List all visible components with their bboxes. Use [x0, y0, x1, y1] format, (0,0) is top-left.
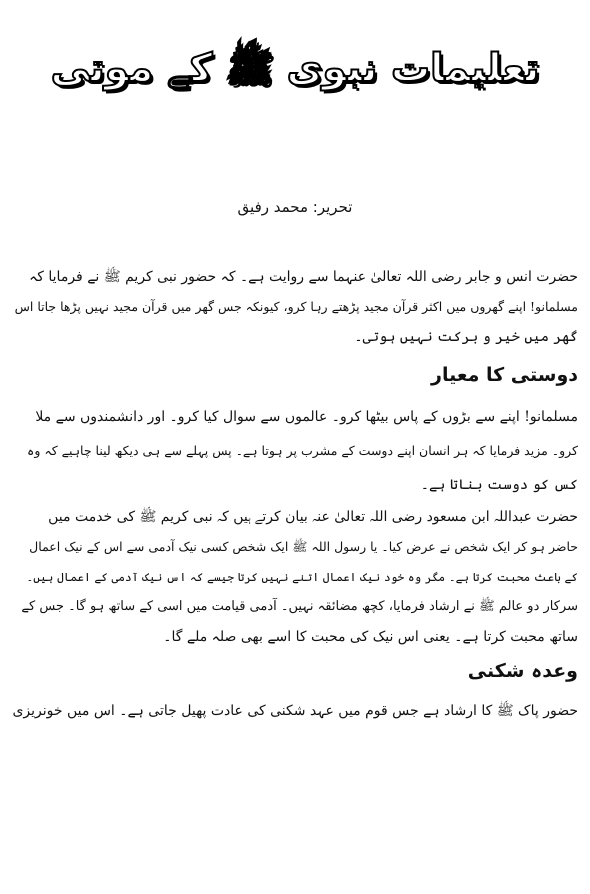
author-byline: تحریر: محمد رفیق: [237, 198, 353, 216]
text-line: مسلمانو! اپنے سے بڑوں کے پاس بیٹھا کرو۔ عالموں سے سوال کیا کرو۔ اور دانشمندوں سے ملا: [35, 409, 578, 425]
text-line: کرو۔ مزید فرمایا کہ ہر انسان اپنے دوست کے مشرب پر ہوتا ہے۔ پس پہلے سے ہی دیکھ لینا چاہیے کہ وہ: [27, 443, 578, 458]
text-line: حضرت عبداللہ ابن مسعود رضی اللہ تعالیٰ عنہ بیان کرتے ہیں کہ نبی کریم ﷺ کی خدمت میں: [48, 509, 578, 525]
paragraph-friendship: [12, 400, 578, 502]
text-line: مسلمانو! اپنے گھروں میں اکثر قرآن مجید پڑھتے رہا کرو، کیونکہ جس گھر میں قرآن مجید نہیں پڑھا جاتا اس: [14, 299, 578, 314]
paragraph-quran-recitation: [12, 262, 578, 352]
section-heading-friendship: دوستی کا معیار: [431, 364, 578, 386]
text-line: کے باعث محبت کرتا ہے۔ مگر وہ خود نیک اعمال اتنے نہیں کرتا جیسے کہ اس نیک آدمی کے اعمال ہیں۔: [26, 570, 578, 584]
text-line: حضرت انس و جابر رضی اللہ تعالیٰ عنہما سے روایت ہے۔ کہ حضور نبی کریم ﷺ نے فرمایا کہ: [29, 269, 578, 285]
paragraph-promise-breaking: [12, 696, 578, 726]
text-line: حاضر ہو کر ایک شخص نے عرض کیا۔ یا رسول اللہ ﷺ ایک شخص کسی نیک آدمی سے اس کے نیک اعمال: [29, 539, 578, 554]
text-line: ساتھ محبت کرتا ہے۔ یعنی اس نیک کی محبت کا اسے بھی صلہ ملے گا۔: [163, 629, 578, 645]
section-heading-promise-breaking: وعدہ شکنی: [467, 660, 578, 682]
article-body: [12, 262, 578, 726]
page-title: تعلیمات نبوی ﷺ کے موتی: [50, 45, 540, 91]
text-line: گھر میں خیر و برکت نہیں ہوتی۔: [354, 329, 578, 345]
paragraph-love-for-righteous: [12, 502, 578, 652]
text-line: سرکار دو عالم ﷺ نے ارشاد فرمایا، کچھ مضائقہ نہیں۔ آدمی قیامت میں اسی کے ساتھ ہو گا۔ جس کے: [21, 599, 578, 614]
text-line: حضور پاک ﷺ کا ارشاد ہے جس قوم میں عہد شکنی کی عادت پھیل جاتی ہے۔ اس میں خونریزی: [12, 703, 578, 719]
text-line: کس کو دوست بناتا ہے۔: [420, 477, 578, 493]
title-banner: [40, 22, 550, 122]
